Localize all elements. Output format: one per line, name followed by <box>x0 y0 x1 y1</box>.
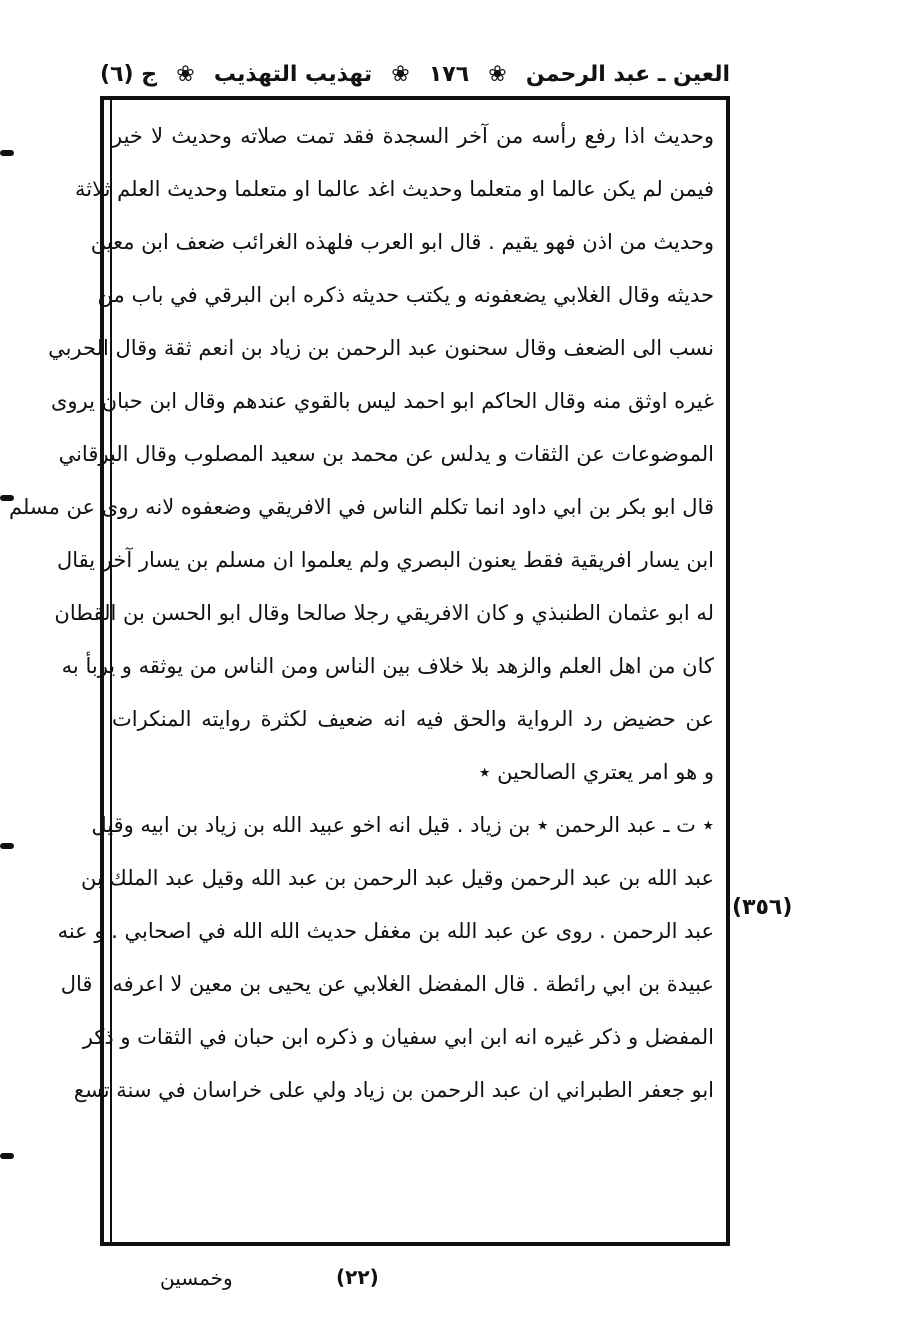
text-line: المفضل و ذكر غيره انه ابن ابي سفيان و ذكره ابن حبان في الثقات و ذكر <box>82 1025 714 1049</box>
header-page-number: ١٧٦ <box>428 61 470 87</box>
header-ornament: ❀ <box>391 61 410 87</box>
text-line: الموضوعات عن الثقات و يدلس عن محمد بن سعيد المصلوب وقال البرقاني <box>58 442 714 466</box>
header-volume: ج (٦) <box>100 61 158 87</box>
text-line: له ابو عثمان الطنبذي و كان الافريقي رجلا صالحا وقال ابو الحسن بن القطان <box>54 601 714 625</box>
page-body <box>8 110 714 1230</box>
header-ornament: ❀ <box>176 61 195 87</box>
header-ornament: ❀ <box>488 61 507 87</box>
text-line: عبد الله بن عبد الرحمن وقيل عبد الرحمن بن عبد الله وقيل عبد الملك بن <box>80 866 714 890</box>
text-line: وحديث من اذن فهو يقيم . قال ابو العرب فلهذه الغرائب ضعف ابن معين <box>90 230 714 254</box>
text-line: غيره اوثق منه وقال الحاكم ابو احمد ليس بالقوي عندهم وقال ابن حبان يروى <box>50 389 714 413</box>
text-line: حديثه وقال الغلابي يضعفونه و يكتب حديثه ذكره ابن البرقي في باب من <box>97 283 714 307</box>
running-header <box>100 52 730 96</box>
margin-mark <box>0 843 14 849</box>
entry-number: (٣٥٦) <box>732 895 793 920</box>
catchword: وخمسين <box>160 1266 233 1290</box>
text-line: عبيدة بن ابي رائطة . قال المفضل الغلابي عن يحيى بن معين لا اعرفه . قال <box>60 972 714 996</box>
text-line: ابن يسار افريقية فقط يعنون البصري ولم يعلموا ان مسلم بن يسار آخر يقال <box>57 548 714 572</box>
text-line: كان من اهل العلم والزهد بلا خلاف بين الناس ومن الناس من يوثقه و يربأ به <box>61 654 714 678</box>
text-line: و هو امر يعتري الصالحين ٭ <box>478 760 714 784</box>
text-line: عبد الرحمن . روى عن عبد الله بن مغفل حديث الله الله في اصحابي . و عنه <box>57 919 714 943</box>
margin-mark <box>0 150 14 156</box>
text-line: ابو جعفر الطبراني ان عبد الرحمن بن زياد ولي على خراسان في سنة تسع <box>73 1078 714 1102</box>
text-line: قال ابو بكر بن ابي داود انما تكلم الناس في الافريقي وضعفوه لانه روى عن مسلم <box>8 495 714 519</box>
footer-page-number: (٢٢) <box>336 1265 379 1289</box>
margin-mark <box>0 1153 14 1159</box>
text-line: عن حضيض رد الرواية والحق فيه انه ضعيف لكثرة روايته المنكرات <box>112 707 714 731</box>
text-line: وحديث اذا رفع رأسه من آخر السجدة فقد تمت صلاته وحديث لا خير <box>112 124 714 148</box>
text-line: نسب الى الضعف وقال سحنون عبد الرحمن بن زياد بن انعم ثقة وقال الحربي <box>48 336 714 360</box>
header-book-title: تهذيب التهذيب <box>213 61 373 87</box>
text-line: ٭ ت ـ عبد الرحمن ٭ بن زياد . قيل انه اخو عبيد الله بن زياد بن ابيه وقيل <box>91 813 714 837</box>
header-section: العين ـ عبد الرحمن <box>525 61 730 87</box>
text-line: فيمن لم يكن عالما او متعلما وحديث اغد عالما او متعلما وحديث العلم ثلاثة <box>74 177 714 201</box>
